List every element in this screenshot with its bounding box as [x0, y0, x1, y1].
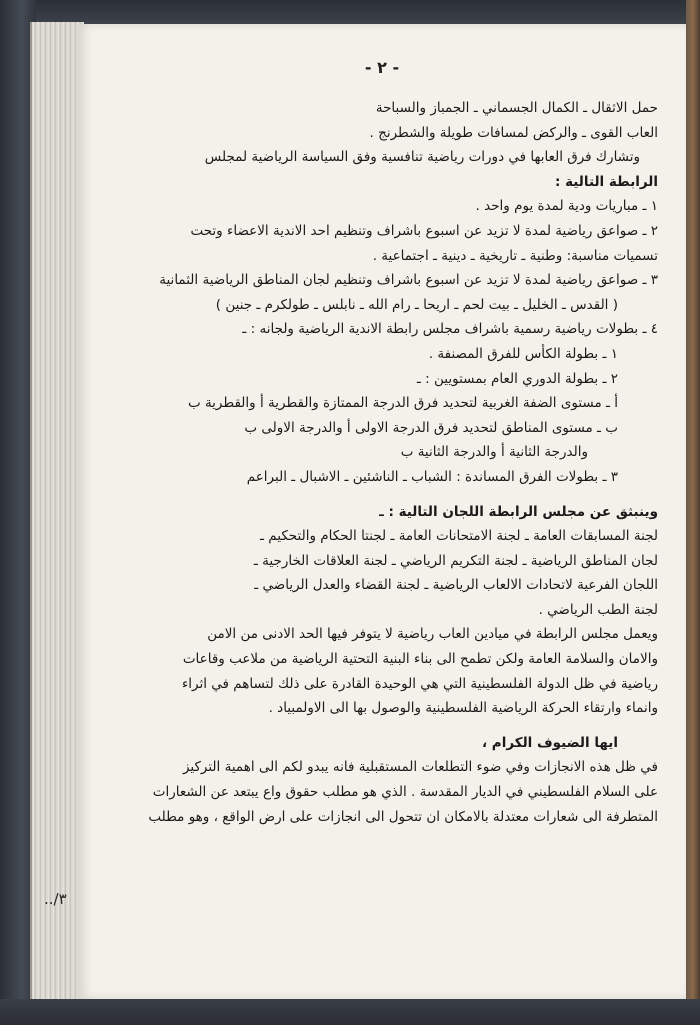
binder-bottom-edge — [0, 999, 700, 1025]
text-line: وينبثق عن مجلس الرابطة اللجان التالية : ـ — [379, 503, 658, 520]
page-number: - ٢ - — [364, 58, 400, 77]
text-line: تسميات مناسبة: وطنية ـ تاريخية ـ دينية ـ اجتماعية . — [372, 247, 658, 264]
text-line: وانماء وارتقاء الحركة الرياضية الفلسطينية والوصول بها الى الاولمبياد . — [268, 700, 658, 717]
text-line: على السلام الفلسطيني في الديار المقدسة . الذي هو مطلب حقوق واع يبتعد عن الشعارات — [152, 784, 658, 801]
page-stack-edge — [30, 22, 84, 1000]
text-line: رياضية في ظل الدولة الفلسطينية التي هي الوحيدة القادرة على ذلك لتساهم في اثراء — [181, 675, 658, 692]
document-page — [78, 24, 686, 999]
list-item: ٢ ـ صواعق رياضية لمدة لا تزيد عن اسبوع باشراف وتنظيم احد الاندية الاعضاء وتحت — [190, 222, 658, 239]
text-line: لجنة الطب الرياضي . — [538, 601, 658, 618]
salutation: ايها الضيوف الكرام ، — [481, 734, 618, 751]
text-line: الرابطة التالية : — [555, 173, 658, 190]
text-line: في ظل هذه الانجازات وفي ضوء التطلعات المستقبلية فانه يبدو لكم الى اهمية التركيز — [182, 759, 658, 776]
text-line: حمل الاثقال ـ الكمال الجسماني ـ الجمباز والسباحة — [375, 100, 658, 116]
list-item: ٤ ـ بطولات رياضية رسمية باشراف مجلس رابطة الاندية الرياضية ولجانه : ـ — [242, 321, 658, 338]
text-line: المتطرفة الى شعارات معتدلة بالامكان ان تتحول الى انجازات على ارض الواقع ، وهو مطلب — [148, 808, 658, 825]
text-line: ويعمل مجلس الرابطة في ميادين العاب رياضية لا يتوفر فيها الحد الادنى من الامن — [207, 626, 658, 643]
text-line: وتشارك فرق العابها في دورات رياضية تنافسية وفق السياسة الرياضية لمجلس — [204, 149, 640, 166]
sub-list-item: ب ـ مستوى المناطق لتحديد فرق الدرجة الاولى أ والدرجة الاولى ب — [244, 419, 618, 436]
list-item: ٣ ـ صواعق رياضية لمدة لا تزيد عن اسبوع باشراف وتنظيم لجان المناطق الرياضية الثمانية — [159, 272, 658, 289]
sub-list-item: ١ ـ بطولة الكأس للفرق المصنفة . — [428, 345, 618, 362]
text-line: العاب القوى ـ والركض لمسافات طويلة والشطرنج . — [369, 124, 658, 141]
continuation-mark: ٣/.. — [44, 890, 67, 908]
text-line: والامان والسلامة العامة ولكن تطمح الى بناء البنية التحتية الرياضية من ملاعب وقاعات — [182, 651, 658, 668]
text-line: اللجان الفرعية لاتحادات الالعاب الرياضية ـ لجنة القضاء والعدل الرياضي ـ — [254, 577, 658, 594]
binder-top-edge — [0, 0, 700, 24]
list-item: ١ ـ مباريات ودية لمدة يوم واحد . — [475, 198, 658, 215]
text-line: ( القدس ـ الخليل ـ بيت لحم ـ اريحا ـ رام الله ـ نابلس ـ طولكرم ـ جنين ) — [215, 296, 618, 313]
text-line: لجان المناطق الرياضية ـ لجنة التكريم الرياضي ـ لجنة العلاقات الخارجية ـ — [253, 552, 658, 569]
text-line: والدرجة الثانية أ والدرجة الثانية ب — [400, 444, 588, 461]
sub-list-item: ٣ ـ بطولات الفرق المساندة : الشباب ـ الناشئين ـ الاشبال ـ البراعم — [246, 468, 618, 485]
text-line: لجنة المسابقات العامة ـ لجنة الامتحانات العامة ـ لجنتا الحكام والتحكيم ـ — [260, 528, 658, 545]
binder-right-edge — [686, 0, 700, 1025]
sub-list-item: ٢ ـ بطولة الدوري العام بمستويين : ـ — [416, 370, 618, 387]
document-body — [96, 96, 658, 829]
sub-list-item: أ ـ مستوى الضفة الغربية لتحديد فرق الدرجة الممتازة والقطرية أ والقطرية ب — [187, 395, 618, 412]
